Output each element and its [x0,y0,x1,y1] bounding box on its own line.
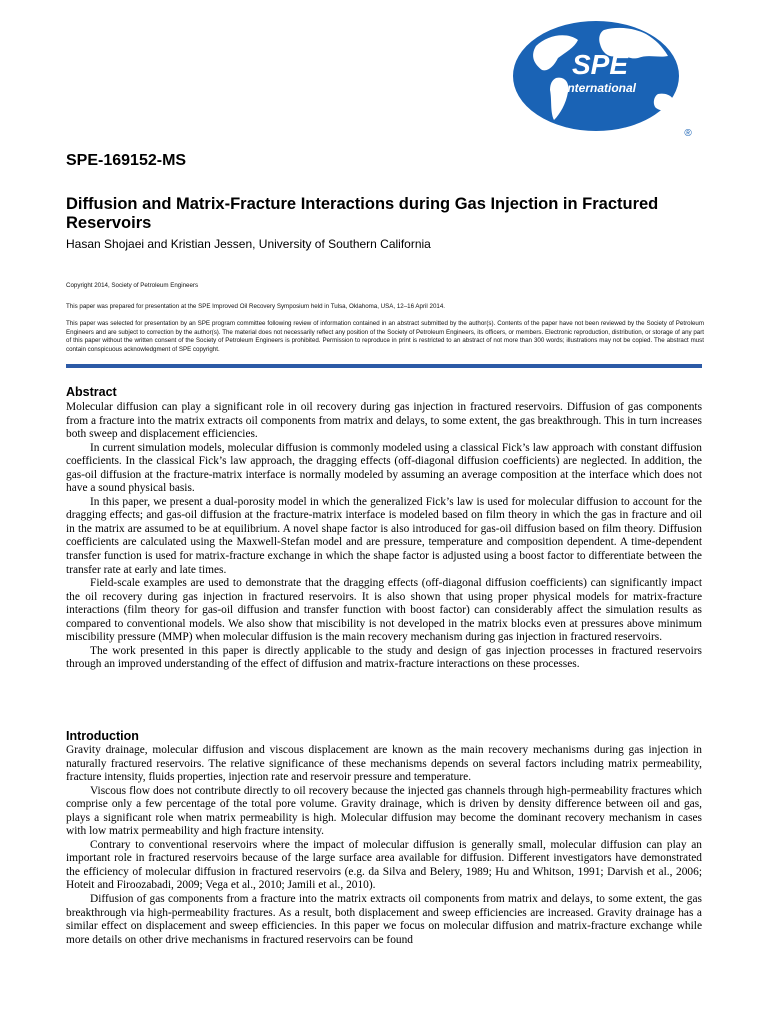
header-divider [66,364,702,368]
introduction-paragraph: Gravity drainage, molecular diffusion and viscous displacement are known as the main recovery mechanisms during gas injection in naturally fractured reservoirs. The relative significance of these mechanisms depends on several factors including matrix permeability, fracture intensity, fluids properties, injection rate and reservoir pressure and temperature. [66,744,702,784]
logo-text-spe: SPE [571,49,629,80]
introduction-body [66,744,702,947]
logo-text-international: International [563,81,637,95]
copyright-notice: Copyright 2014, Society of Petroleum Engineers [66,282,199,289]
paper-id: SPE-169152-MS [66,152,187,169]
abstract-body [66,401,702,672]
introduction-paragraph: Viscous flow does not contribute directly to oil recovery because the injected gas channels through high-permeability fractures which comprise only a few percentage of the total pore volume. Gravity drainage, which is driven by density difference between oil and gas, plays a significant role when matrix permeability is high. Molecular diffusion may become the dominant recovery mechanism in cases with low matrix permeability and high fracture intensity. [66,784,702,838]
authors-line: Hasan Shojaei and Kristian Jessen, University of Southern California [66,237,431,251]
abstract-paragraph: Molecular diffusion can play a significant role in oil recovery during gas injection in fractured reservoirs. Diffusion of gas components from a fracture into the matrix extracts oil components from matrix and delays, to some extent, the gas breakthrough. This in turn increases both sweep and displacement efficiencies. [66,401,702,441]
introduction-heading: Introduction [66,729,139,743]
paper-title: Diffusion and Matrix-Fracture Interactions during Gas Injection in Fractured Reservoirs [66,195,659,232]
abstract-paragraph: In this paper, we present a dual-porosity model in which the generalized Fick’s law is used for molecular diffusion to account for the dragging effects; and gas-oil diffusion at the fracture-matrix interface is modeled based on film theory in which the gas in fracture and oil in the matrix are assumed to be at equilibrium. A novel shape factor is also introduced for gas-oil diffusion based on film theory. Diffusion coefficients are calculated using the Maxwell-Stefan model and are pressure, temperature and composition dependent. A time-dependent transfer function is used for matrix-fracture exchange in which the shape factor is adjusted using a boost factor to differentiate between the transfer rate at early and late times. [66,495,702,576]
registered-mark: ® [684,128,692,139]
abstract-paragraph: The work presented in this paper is directly applicable to the study and design of gas injection processes in fractured reservoirs through an improved understanding of the effect of diffusion and matrix-fracture interactions on these processes. [66,644,702,671]
introduction-paragraph: Diffusion of gas components from a fracture into the matrix extracts oil components from matrix and delays, to some extent, the gas breakthrough via high-permeability fractures. As a result, both displacement and sweep efficiencies are increased. Gravity drainage has a similar effect on displacement and sweep efficiencies. In this paper we focus on molecular diffusion and matrix-fracture exchange while more details on other drive mechanisms in fractured reservoirs can be found [66,893,702,946]
abstract-paragraph: In current simulation models, molecular diffusion is commonly modeled using a classical Fick’s law approach with constant diffusion coefficients. In the classical Fick’s law approach, the dragging effects (off-diagonal diffusion coefficients) are neglected. In addition, the gas-oil diffusion at the fracture-matrix interface is normally modeled by assuming an average composition at the interface which does not have a sound physical basis. [66,441,702,495]
disclaimer-notice: This paper was selected for presentation by an SPE program committee following review of information contained in an abstract submitted by the author(s). Contents of the paper have not been reviewed by the Society of Petroleum Engineers and are subject to correction by the author(s). The material does not necessarily reflect any position of the Society of Petroleum Engineers, its officers, or members. Electronic reproduction, distribution, or storage of any part of this paper without the written consent of the Society of Petroleum Engineers is prohibited. Permission to reproduce in print is restricted to an abstract of not more than 300 words; illustrations may not be copied. The abstract must contain conspicuous acknowledgment of SPE copyright. [66,320,704,353]
abstract-heading: Abstract [66,385,117,399]
introduction-paragraph: Contrary to conventional reservoirs where the impact of molecular diffusion is generally small, molecular diffusion can play an important role in fractured reservoirs because of the large surface area available for diffusion. Different investigators have demonstrated the efficiency of molecular diffusion in fractured reservoirs (e.g. da Silva and Belery, 1989; Hu and Whitson, 1991; Darvish et al., 2006; Hoteit and Firoozabadi, 2009; Vega et al., 2010; Jamili et al., 2010). [66,838,702,892]
abstract-paragraph: Field-scale examples are used to demonstrate that the dragging effects (off-diagonal diffusion coefficients) can significantly impact the oil recovery during gas injection in fractured reservoirs. It is also shown that using proper physical models for matrix-fracture interactions (film theory for gas-oil diffusion and transfer function with boost factor) can considerably affect the simulation results as compared to conventional models. We also show that miscibility is not developed in the matrix blocks even at pressures above minimum miscibility pressure (MMP) when molecular diffusion is the main recovery mechanism during gas injection in fractured reservoirs. [66,577,702,644]
presentation-notice: This paper was prepared for presentation at the SPE Improved Oil Recovery Symposium held in Tulsa, Oklahoma, USA, 12–16 April 2014. [66,303,446,310]
spe-international-logo [508,16,704,140]
